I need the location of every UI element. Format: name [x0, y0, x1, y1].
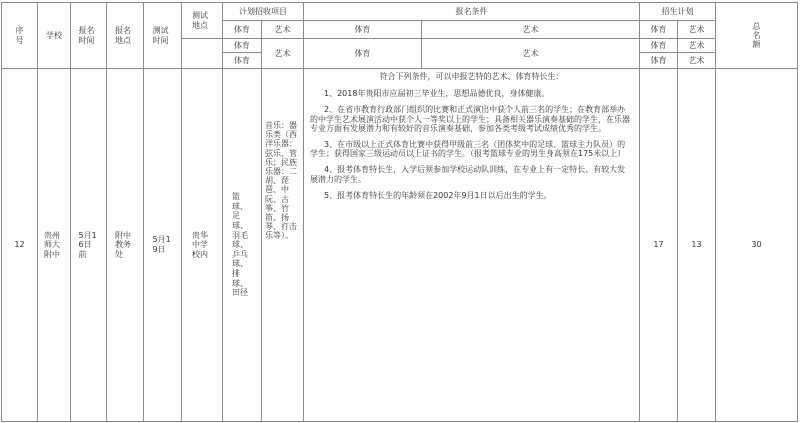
plan-art-header-1: 艺术	[678, 21, 716, 39]
plan-art-header-3: 艺术	[678, 53, 716, 69]
test-place-blank	[182, 39, 223, 69]
header-row-1	[2, 3, 798, 21]
col-total-header: 总名额	[716, 3, 798, 69]
row-sports-projects: 篮球、足球、羽毛球、乒乓球、排球、田径	[223, 69, 262, 422]
row-seq: 12	[2, 69, 38, 422]
plan-pe-header-2: 体育	[640, 39, 678, 53]
row-school: 贵州师大附中	[38, 69, 71, 422]
row-test-place: 贵华中学校内	[182, 69, 223, 422]
projects-pe-header-2: 体育	[223, 39, 262, 53]
col-signup-time-header: 报名时间	[71, 3, 107, 69]
projects-pe-header-3: 体育	[223, 53, 262, 69]
plan-pe-header-3: 体育	[640, 53, 678, 69]
projects-art-header-merged: 艺术	[262, 39, 304, 69]
requirement-2: 2、在省市教育行政部门组织的比赛和正式演出中获个人前三名的学生；在教育部举办的中学生艺术展演活动中获个人一等奖以上的学生；具备相关器乐演奏基础的学生，在乐器专业方面有发展潜力和有较好的音乐演奏基础，参加各类考级考试成绩优秀的学生。	[310, 105, 630, 133]
col-signup-place-header: 报名地点	[107, 3, 144, 69]
conditions-pe-header-2: 体育	[304, 39, 422, 69]
row-total: 30	[716, 69, 798, 422]
conditions-art-header-1: 艺术	[422, 21, 640, 39]
projects-pe-header: 体育	[223, 21, 262, 39]
admission-table	[1, 2, 798, 422]
conditions-art-header-2: 艺术	[422, 39, 640, 69]
requirement-5: 5、报考体育特长生的年龄须在2002年9月1日以后出生的学生。	[324, 190, 552, 200]
row-requirements	[304, 69, 640, 422]
row-plan-pe: 17	[640, 69, 678, 422]
row-signup-time: 5月16日前	[71, 69, 107, 422]
col-plan-header: 招生计划	[640, 3, 716, 21]
projects-art-header: 艺术	[262, 21, 304, 39]
row-test-time: 5月19日	[144, 69, 182, 422]
plan-pe-header-1: 体育	[640, 21, 678, 39]
requirement-3: 3、在市级以上正式体育比赛中获得甲级前三名（团体奖中的足球、篮球主力队员）的学生；获得国家三级运动员以上证书的学生。（报考篮球专业的男生身高须在175米以上）	[310, 139, 626, 159]
row-signup-place: 附中教务处	[107, 69, 144, 422]
requirements-lead: 符合下列条件，可以申报艺特的艺术、体育特长生：	[379, 72, 564, 81]
col-test-place-header: 测试地点	[182, 3, 223, 39]
col-projects-header: 计划招收项目	[223, 3, 304, 21]
requirement-4: 4、报考体育特长生，入学后须参加学校运动队训练，在专业上有一定特长、有较大发展潜力的学生。	[310, 165, 626, 184]
col-school-header: 学校	[38, 3, 71, 69]
row-plan-art: 13	[678, 69, 716, 422]
col-seq-header: 序号	[2, 3, 38, 69]
requirement-1: 1、2018年贵阳市应届初三毕业生，思想品德优良，身体健康。	[324, 89, 550, 99]
row-art-projects: 音乐：器乐类（西洋乐器：弦乐、管乐；民族乐器：二胡、琵琶、中阮、古筝、竹笛、扬琴、打击乐等）。	[262, 69, 304, 422]
col-test-time-header: 测试时间	[144, 3, 182, 69]
conditions-pe-header-1: 体育	[304, 21, 422, 39]
plan-art-header-2: 艺术	[678, 39, 716, 53]
table-row	[2, 69, 798, 422]
col-conditions-header: 报名条件	[304, 3, 640, 21]
